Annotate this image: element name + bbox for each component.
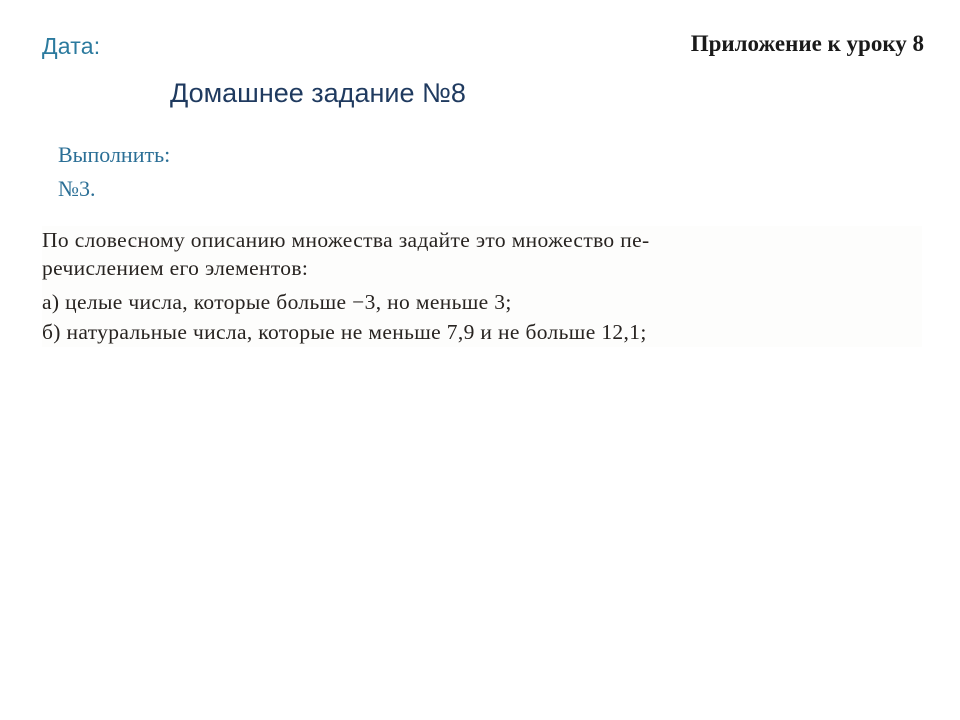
scan-spacer bbox=[42, 283, 922, 286]
page-title: Домашнее задание №8 bbox=[170, 78, 466, 108]
task-number-label: №3. bbox=[58, 176, 96, 201]
scan-text-item-a: а) целые числа, которые больше −3, но меньше 3; bbox=[42, 289, 512, 314]
scanned-task-text bbox=[42, 226, 922, 347]
date-label: Дата: bbox=[42, 33, 101, 59]
scan-text-item-b: б) натуральные числа, которые не меньше 7,9 и не больше 12,1; bbox=[42, 320, 647, 345]
appendix-label: Приложение к уроку 8 bbox=[690, 31, 924, 56]
scan-text-line-2: речислением его элементов: bbox=[42, 256, 309, 281]
instruction-label: Выполнить: bbox=[58, 142, 171, 167]
scan-text-line-1: По словесному описанию множества задайте это множество пе- bbox=[42, 228, 650, 252]
